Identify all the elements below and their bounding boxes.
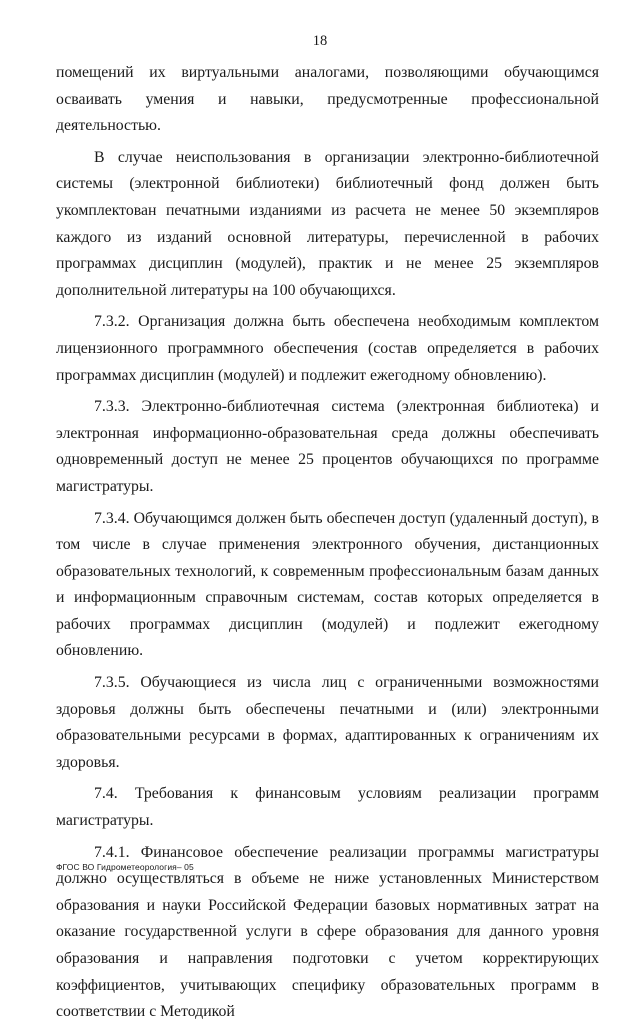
paragraph-7-3-2: 7.3.2. Организация должна быть обеспечена необходимым комплектом лицензионного программного обеспечения (состав определяется в рабочих программах дисциплин (модулей) и подлежит ежегодному обновлению). (56, 313, 599, 384)
footer-document-code: ФГОС ВО Гидрометеорология– 05 (56, 862, 194, 872)
paragraph-7-4-1: 7.4.1. Финансовое обеспечение реализации программы магистратуры должно осуществляться в объеме не ниже установленных Министерством образования и науки Российской Федерации базовых нормативных затрат на оказание государственной услуги в сфере образования для данного уровня образования и направления подготовки с учетом корректирующих коэффициентов, учитывающих специфику образовательных программ в соответствии с Методикой (56, 843, 599, 1021)
paragraph-7-3-4: 7.3.4. Обучающимся должен быть обеспечен доступ (удаленный доступ), в том числе в случае применения электронного обучения, дистанционных образовательных технологий, к современным профессиональным базам данных и информационным справочным системам, состав которых определяется в рабочих программах дисциплин (модулей) и подлежит ежегодному обновлению. (56, 509, 599, 660)
document-body (56, 60, 599, 1031)
paragraph-7-3-3: 7.3.3. Электронно-библиотечная система (электронная библиотека) и электронная информационно-образовательная среда должны обеспечивать одновременный доступ не менее 25 процентов обучающихся по программе магистратуры. (56, 398, 599, 495)
page-number: 18 (312, 33, 328, 49)
paragraph-continuation: помещений их виртуальными аналогами, позволяющими обучающимся осваивать умения и навыки, предусмотренные профессиональной деятельностью. (56, 64, 599, 135)
paragraph-7-4: 7.4. Требования к финансовым условиям реализации программ магистратуры. (56, 785, 599, 830)
paragraph-library-fund: В случае неиспользования в организации электронно-библиотечной системы (электронной библиотеки) библиотечный фонд должен быть укомплектован печатными изданиями из расчета не менее 50 экземпляров каждого из изданий основной литературы, перечисленной в рабочих программах дисциплин (модулей), практик и не менее 25 экземпляров дополнительной литературы на 100 обучающихся. (56, 148, 599, 299)
paragraph-7-3-5: 7.3.5. Обучающиеся из числа лиц с ограниченными возможностями здоровья должны быть обеспечены печатными и (или) электронными образовательными ресурсами в формах, адаптированных к ограничениям их здоровья. (56, 674, 599, 771)
